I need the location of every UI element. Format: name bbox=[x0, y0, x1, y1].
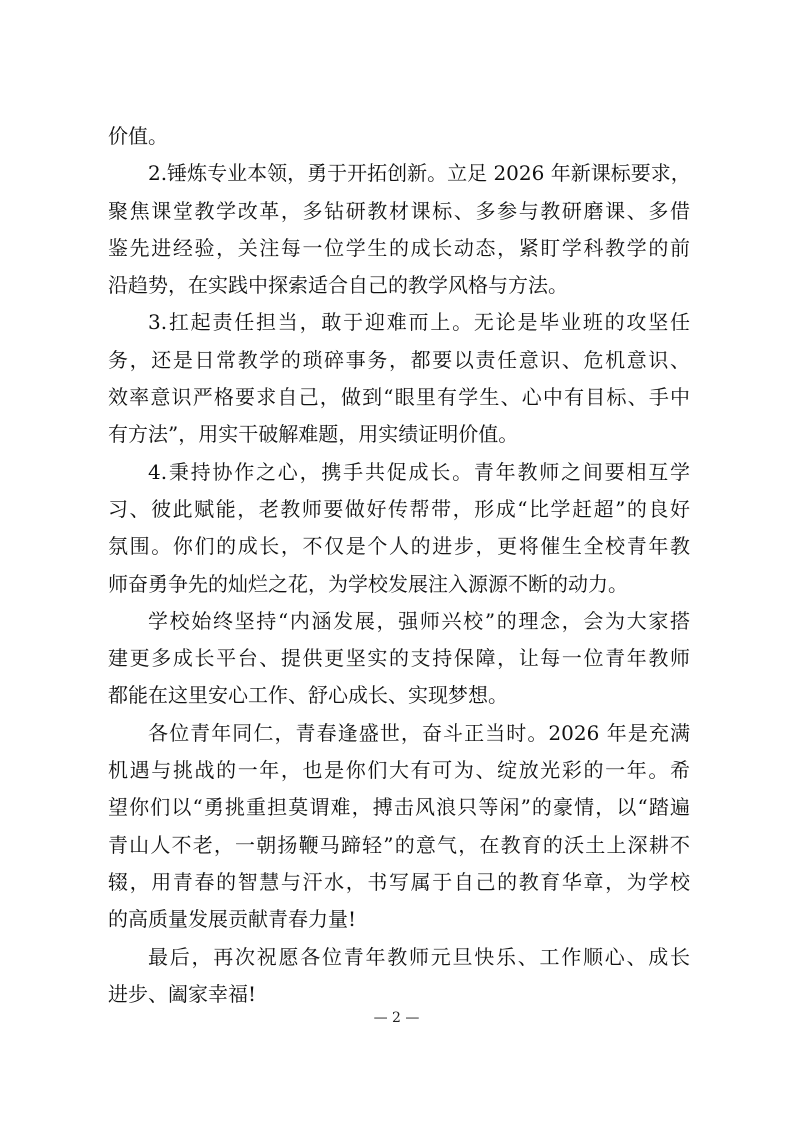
text-line: 师奋勇争先的灿烂之花，为学校发展注入源源不断的动力。 bbox=[108, 571, 628, 596]
paragraph-continuation bbox=[108, 118, 690, 155]
text-line: 聚焦课堂教学改革，多钻研教材课标、多参与教研磨课、多借 bbox=[108, 198, 690, 223]
text-line: 氛围。你们的成长，不仅是个人的进步，更将催生全校青年教 bbox=[108, 534, 690, 559]
paragraph-item-4 bbox=[108, 454, 690, 603]
text-line: 鉴先进经验，关注每一位学生的成长动态，紧盯学科教学的前 bbox=[108, 235, 690, 260]
text-line: 建更多成长平台、提供更坚实的支持保障，让每一位青年教师 bbox=[108, 646, 690, 671]
text-line: 的高质量发展贡献青春力量! bbox=[108, 907, 357, 932]
text-line: 有方法”，用实干破解难题，用实绩证明价值。 bbox=[108, 422, 519, 447]
text-line: 辍，用青春的智慧与汗水，书写属于自己的教育华章，为学校 bbox=[108, 869, 690, 894]
paragraph-school-commitment bbox=[108, 603, 690, 715]
paragraph-closing-wishes bbox=[108, 939, 690, 1014]
text-line: 效率意识严格要求自己，做到“眼里有学生、心中有目标、手中 bbox=[108, 385, 690, 410]
text-line: 价值。 bbox=[108, 124, 168, 148]
text-line: 青山人不老，一朝扬鞭马蹄轻”的意气，在教育的沃土上深耕不 bbox=[108, 832, 690, 857]
text-line: 学校始终坚持“内涵发展，强师兴校”的理念，会为大家搭 bbox=[148, 608, 690, 633]
text-line: 望你们以“勇挑重担莫谓难，搏击风浪只等闲”的豪情，以“踏遍 bbox=[108, 795, 690, 820]
text-line: 各位青年同仁，青春逢盛世，奋斗正当时。2026 年是充满 bbox=[148, 720, 690, 745]
paragraph-item-2 bbox=[108, 155, 690, 304]
page-number: — 2 — bbox=[373, 1010, 420, 1026]
text-line: 进步、阖家幸福! bbox=[108, 981, 257, 1006]
paragraph-item-3 bbox=[108, 304, 690, 453]
text-line: 最后，再次祝愿各位青年教师元旦快乐、工作顺心、成长 bbox=[148, 944, 690, 969]
text-line: 沿趋势，在实践中探索适合自己的教学风格与方法。 bbox=[108, 273, 568, 298]
text-line: 习、彼此赋能，老教师要做好传帮带，形成“比学赶超”的良好 bbox=[108, 496, 690, 521]
text-line: 4.秉持协作之心，携手共促成长。青年教师之间要相互学 bbox=[148, 459, 690, 484]
text-line: 都能在这里安心工作、舒心成长、实现梦想。 bbox=[108, 683, 508, 708]
text-line: 2.锤炼专业本领，勇于开拓创新。立足 2026 年新课标要求， bbox=[148, 161, 691, 186]
text-line: 机遇与挑战的一年，也是你们大有可为、绽放光彩的一年。希 bbox=[108, 758, 690, 783]
text-line: 3.扛起责任担当，敢于迎难而上。无论是毕业班的攻坚任 bbox=[148, 310, 690, 335]
paragraph-encouragement bbox=[108, 715, 690, 939]
text-line: 务，还是日常教学的琐碎事务，都要以责任意识、危机意识、 bbox=[108, 347, 690, 372]
body-text bbox=[108, 118, 690, 1013]
